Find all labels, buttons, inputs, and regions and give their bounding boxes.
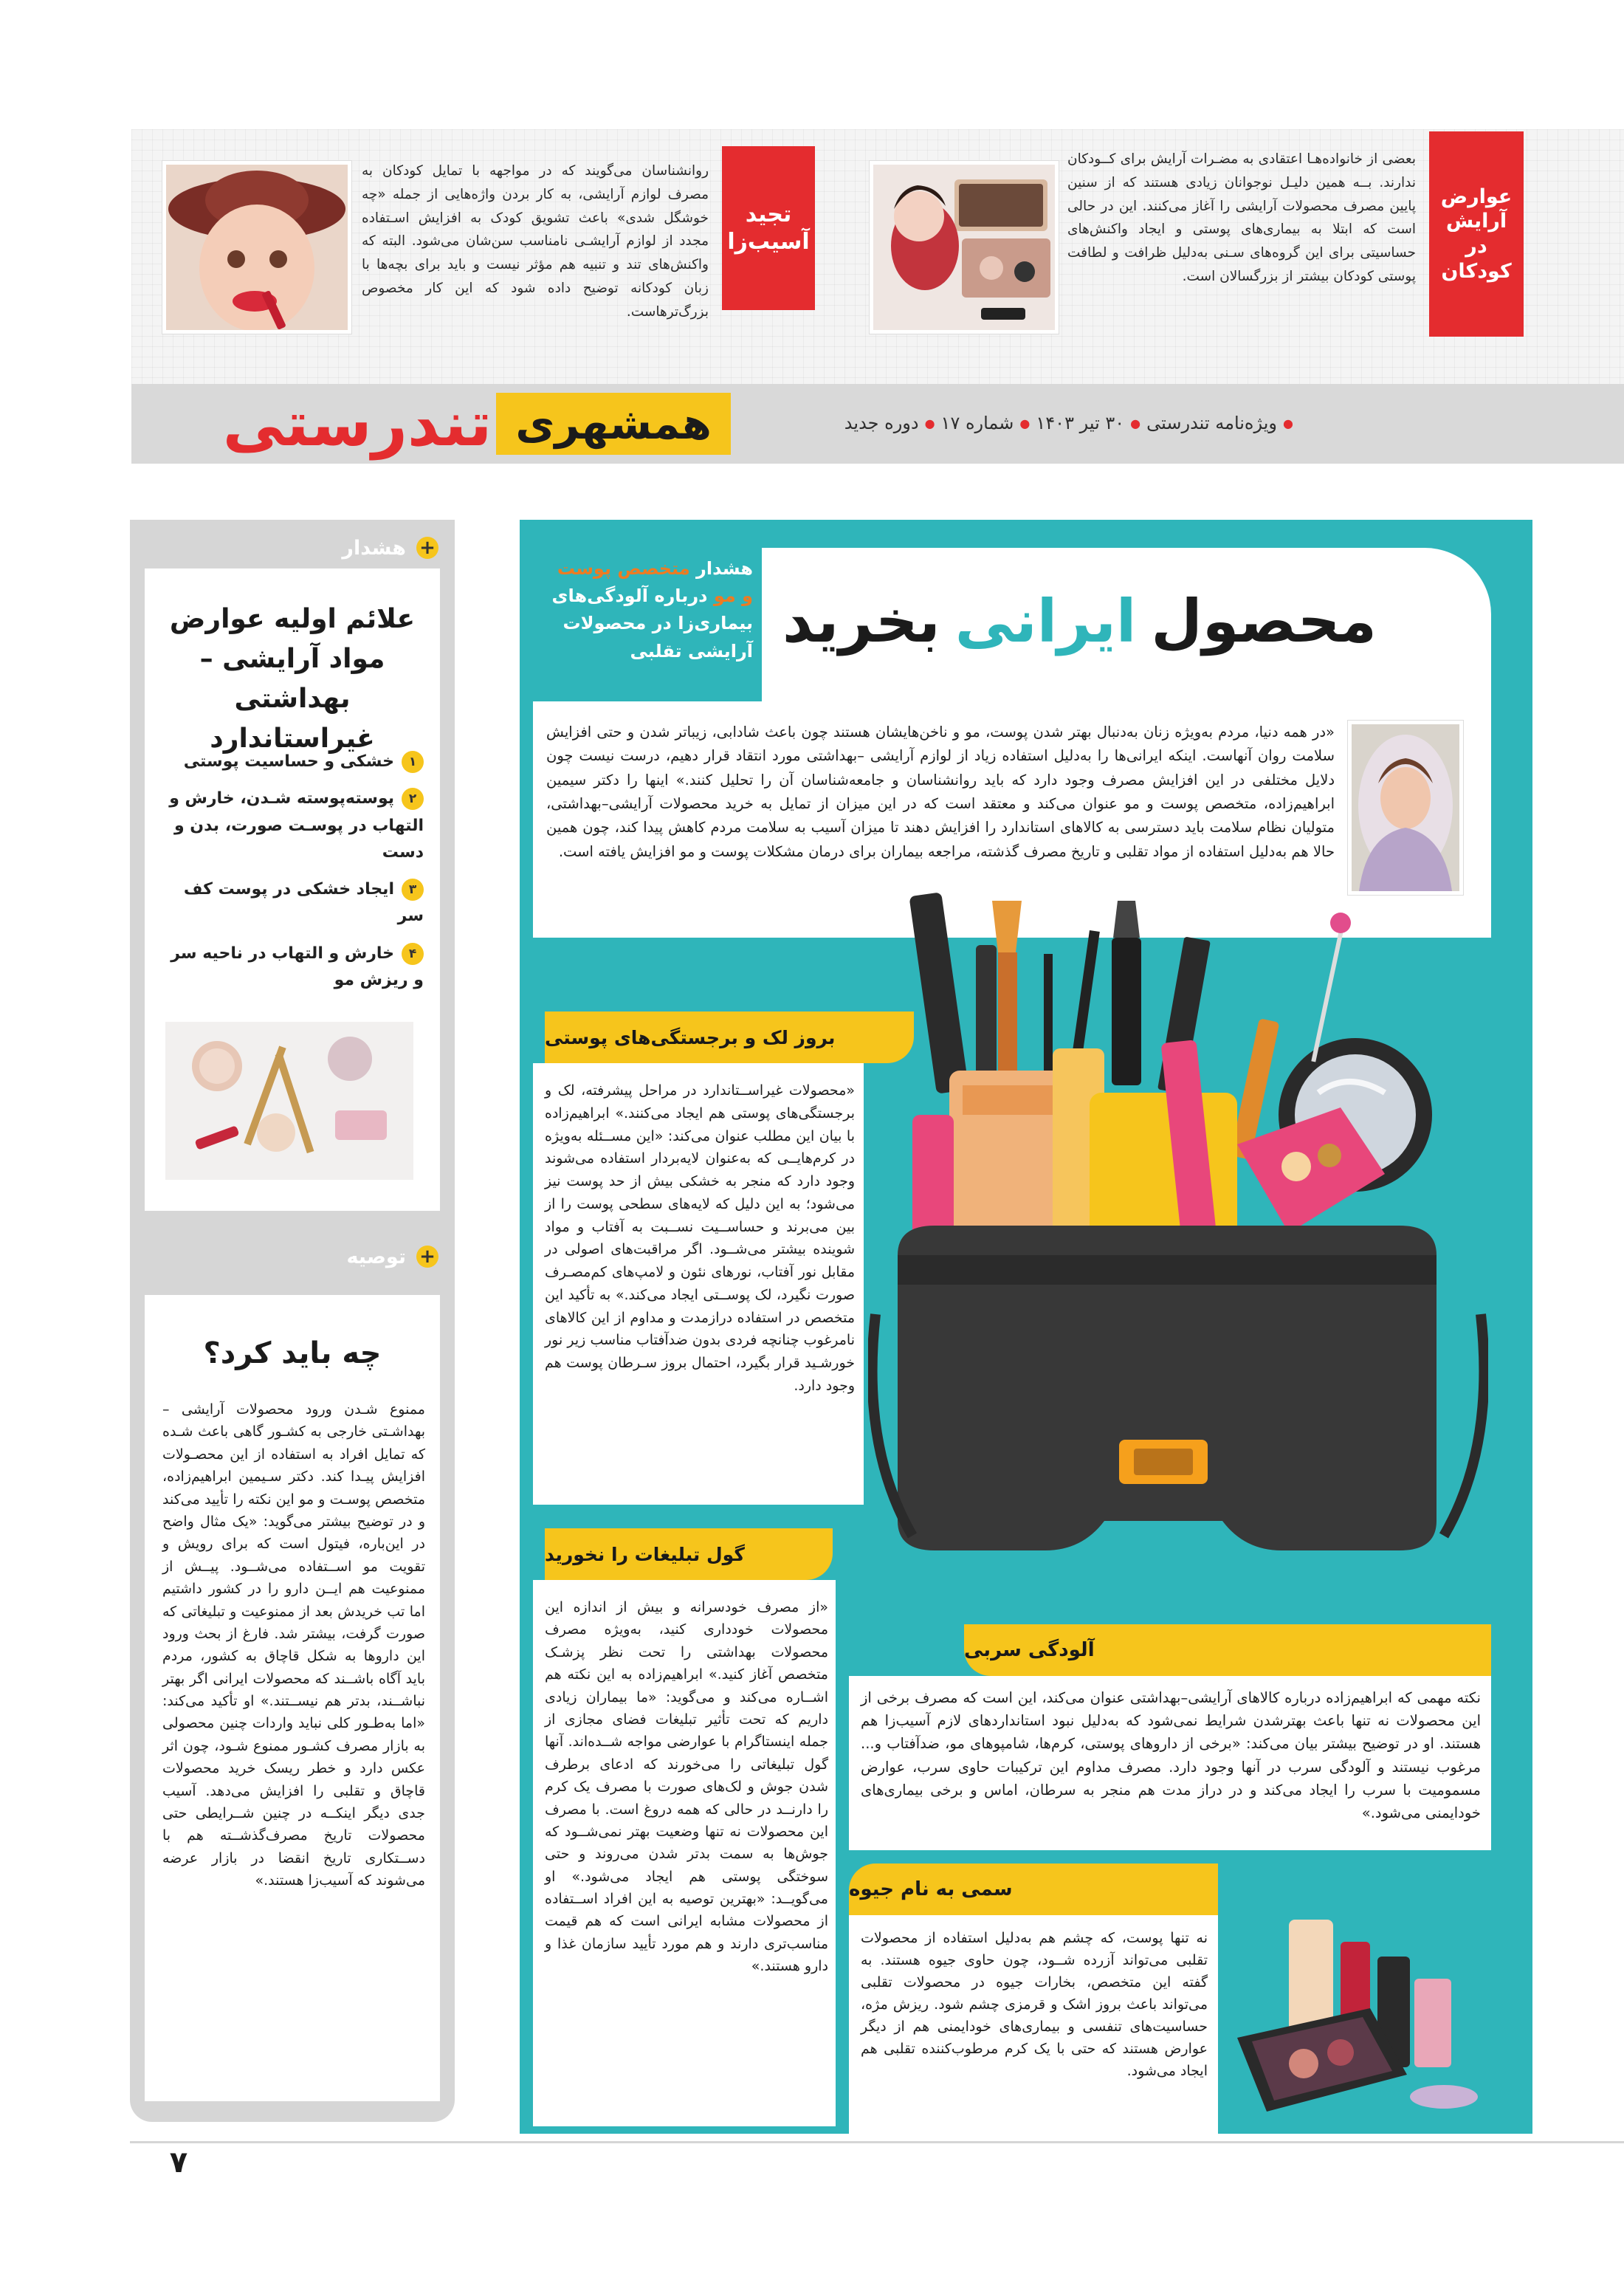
- section-mercury-heading: [849, 1863, 1218, 1915]
- advice-text: ممنوع شـدن ورود محصولات آرایشی –بهداشـتی خارجی به کشـور گاهی باعث شـده که تمایل افراد به استفاده از این محصـولات افزایش پیـدا کند. دکتر سـیمین ابراهیم‌زاده، متخصص پوسـت و مو این نکته را تأیید می‌کند و در توضیح بیشتر می‌گوید: «یک مثال واضح در این‌باره، فیتول است که برای رویش و تقویت مو اســتفاده می‌شــود. پیــش از ممنوعیت هم ایــن دارو را در کشور داشتیم اما تب خریدش بعد از ممنوعیت و تبلیغاتی که صورت گرفت، بیشتر شد. فارغ از بحث ورود این داروها به شکل قاچاق به کشور، مردم باید آگاه باشــند که محصولات ایرانی اگر بهتر نباشــند، بدتر هم نیســتند.» او تأکید می‌کند: «اما به‌طـور کلی نباید واردات چنین محصولی به بازار مصرف کشـور ممنوع شـود، چون اثر عکس دارد و خطر ریسک خرید محصولات قاچاق و تقلبی را افزایش می‌دهد. آسیب جدی دیگر اینکــه در چنین شــرایطی حتی محصولات تاریخ مصرف‌گذشــته هم با دســتکاری تاریخ انقضا در بازار عرضه می‌شوند که آسیب‌زا هستند.»: [162, 1401, 425, 1889]
- issue-info-item-3: شماره ۱۷: [940, 413, 1014, 433]
- warning-label: هشدار: [342, 536, 406, 560]
- logo-brand-box: [496, 393, 731, 455]
- title-word-1: محصول: [1151, 587, 1377, 656]
- makeup-bag-illustration: [868, 871, 1488, 1639]
- section-lead-text: نکته مهمی که ابراهیم‌زاده درباره کالاهای آرایشی–بهداشتی عنوان می‌کند، این است که مصرف برخی از این محصولات نه تنها باعث بهترشدن شرایط نمی‌شود که به‌دلیل نبود استانداردهای لازم آسیب‌زا هم هستند. او در توضیح بیشتر بیان می‌کند: «برخی از داروهای پوستی، کرم‌ها، شامپوهای مو، ضدآفتاب و... مرغوب نیستند و آلودگی سرب در آنها وجود دارد. مصرف مداوم این ترکیبات حاوی سرب، عوارض مسمومیت با سرب را ایجاد می‌کند و در دراز مدت هم منجر به سرطان، اماس و برخی بیماری‌های خودایمنی می‌شود.»: [861, 1689, 1481, 1821]
- warning-item-1: [164, 749, 424, 775]
- advice-label: توصیه: [346, 1245, 406, 1268]
- warning-item-4: [164, 941, 424, 995]
- warning-item-4-text: خارش و التهاب در ناحیه سر و ریزش مو: [171, 944, 424, 990]
- advice-card-header: [130, 1234, 455, 1279]
- teaser-2-text: روانشناسان می‌گویند که در مواجهه با تمایل کودکان به مصرف لوازم آرایشی، به کار بردن واژه‌هایی از جمله «چه خوشگل شدی» باعث تشویق کودک به افزایش اسـتفاده مجدد از لوازم آرایشـی نامناسب سن‌شان می‌شود. البته که واکنش‌های تند و تنبیه هم مؤثر نیست و باید برای بچه‌ها با زبان کودکانه توضیح داده شود که این کار مخصوص بزرگ‌ترهاست.: [362, 163, 709, 320]
- kicker-line-4: آرایشی تقلبی: [630, 640, 753, 662]
- section-acne-heading: [545, 1011, 914, 1063]
- kicker-line-2: [531, 583, 753, 610]
- logo-main-text: تندرستی: [222, 388, 492, 460]
- issue-bullet-icon: ●: [924, 416, 935, 430]
- teaser-1-photo: [870, 161, 1059, 334]
- teaser-2-photo: [162, 161, 351, 334]
- warning-num-2: ۲: [402, 788, 424, 810]
- article-title: [782, 570, 1377, 673]
- section-mercury-text: نه تنها پوست، که چشم هم به‌دلیل استفاده از محصولات تقلبی می‌تواند آزرده شــود، چون حاوی جیوه هستند. به گفته این متخصص، بخارات جیوه در محصولات تقلبی می‌تواند باعث بروز اشک و قرمزی چشم شود. ریزش مژه، حساسیت‌های تنفسی و بیماری‌های خودایمنی هم از دیگر عوارض هستند که حتی با یک کرم مرطوب‌کننده تقلبی هم ایجاد می‌شود.: [861, 1930, 1208, 2080]
- warning-title-line-1: علائم اولیه عوارض: [169, 604, 416, 634]
- warning-item-2: [164, 786, 424, 866]
- warning-num-1: ۱: [402, 751, 424, 773]
- section-ads-heading: [545, 1528, 833, 1580]
- issue-bullet-icon: ●: [1130, 416, 1141, 430]
- eyeshadow-palette-illustration: [1222, 1912, 1488, 2119]
- teaser-2-tab: [722, 146, 815, 310]
- section-lead-title: آلودگی سربی: [964, 1639, 1095, 1661]
- footer-rule: [130, 2141, 1624, 2143]
- issue-bullet-icon: ●: [1283, 416, 1293, 430]
- section-ads-text: «از مصرف خودسرانه و بیش از اندازه این محصولات خودداری کنید، به‌ویژه مصرف محصولات بهداشتی را تحت نظر پزشـک متخصص آغاز کنید.» ابراهیم‌زاده به این نکته هم اشــاره می‌کند و می‌گوید: «ما بیماران زیادی داریم که تحت تأثیر تبلیغات فضای مجازی از جمله اینستاگرام با عوارضی مواجه شــده‌اند. آنها گول تبلیغاتی را می‌خورند که ادعای برطرف شدن جوش و لک‌های صورت با مصرف یک کرم را دارنــد در حالی که همه دروغ است. با مصرف این محصولات نه تنها وضعیت بهتر نمی‌شــود که جوش‌ها به سمت بدتر شدن می‌روند و حتی سوختگی پوستی هم ایجاد می‌شود.» او می‌گویــد: «بهترین توصیه به این افراد اســتفاده از محصولات مشابه ایرانی است که هم قیمت مناسب‌تری دارند و هم مورد تأیید سازمان غذا و دارو هستند.»: [545, 1599, 828, 1975]
- teaser-1-text: بعضی از خانواده‌هـا اعتقادی به مضـرات آرایش برای کــودکان ندارند. بــه همین دلیـل نوجوانان زیادی هستند که از سنین پایین مصرف محصولات آرایشی را آغاز می‌کنند. این در حالی است که ابتلا به بیماری‌های پوستی و ایجاد واکنش‌های حساسیتی برای این گروه‌های سـنی به‌دلیل ظرافت و لطافت پوستی کودکان بیشتر از بزرگسالان است.: [1067, 151, 1416, 285]
- kicker-2-accent: و مو: [713, 585, 753, 607]
- page-number: ۷: [169, 2146, 188, 2179]
- issue-bullet-icon: ●: [1019, 416, 1031, 430]
- author-photo: [1348, 721, 1463, 895]
- section-acne-title: بروز لک و برجستگی‌های پوستی: [545, 1026, 836, 1048]
- warning-item-3-text: ایجاد خشکی در پوست کف سر: [183, 880, 424, 926]
- warning-item-3: [164, 876, 424, 930]
- issue-info: [738, 405, 1293, 442]
- section-lead-heading: [964, 1624, 1491, 1676]
- issue-info-item-2: ۳۰ تیر ۱۴۰۳: [1036, 413, 1125, 433]
- teaser-1-tab: [1429, 131, 1524, 337]
- issue-info-item-1: ویژه‌نامه تندرستی: [1146, 413, 1278, 433]
- advice-title: چه باید کرد؟: [203, 1336, 382, 1370]
- warning-item-2-text: پوسته‌پوسته شـدن، خارش و التهاب در پوسـت صورت، بدن و دست: [169, 789, 424, 862]
- issue-info-item-4: دوره جدید: [844, 413, 919, 433]
- teaser-2-tab-title: تجید آسیب‌زا: [727, 201, 810, 255]
- warning-title: [152, 600, 433, 754]
- title-word-2: بخرید: [782, 587, 940, 656]
- kicker-2-plain: درباره آلودگی‌های: [551, 585, 714, 607]
- kicker-line-3: بیماری‌زا در محصولات: [562, 613, 753, 634]
- doctor-portrait: [1352, 724, 1459, 891]
- warning-title-line-3: بهداشتی غیراستاندارد: [210, 684, 375, 754]
- masthead-logo: [137, 387, 731, 461]
- section-ads-title: گول تبلیغات را نخورید: [545, 1543, 745, 1565]
- warning-card-header: [130, 526, 455, 570]
- plus-icon: +: [416, 1246, 438, 1268]
- warning-list: [164, 749, 424, 1022]
- warning-num-4: ۴: [402, 943, 424, 965]
- logo-brand-text: همشهری: [515, 399, 712, 449]
- warning-num-3: ۳: [402, 879, 424, 901]
- child-makeup-kit-illustration: [873, 165, 1055, 330]
- article-kicker: [531, 555, 753, 695]
- title-word-highlight: ایرانی: [954, 587, 1137, 656]
- girl-lipstick-illustration: [166, 165, 348, 330]
- teaser-1-tab-title: عوارض آرایش در کودکان: [1440, 185, 1513, 283]
- kicker-line-1: [531, 555, 753, 583]
- warning-item-1-text: خشکی و حساسیت پوستی: [183, 752, 394, 771]
- section-mercury-title: سمی به نام جیوه: [849, 1878, 1013, 1900]
- intro-paragraph: «در همه دنیا، مردم به‌ویژه زنان به‌دنبال بهتر شدن پوست، مو و ناخن‌هایشان هستند چون باعث شادابی، زیباتر شدن و حتی افزایش سلامت روان آنهاست. اینکه ایرانی‌ها را به‌دلیل استفاده زیاد از لوازم آرایشی –بهداشتی مورد انتقاد قرار دهیم، درست نیست چون دلایل مختلفی در این افزایش مصرف وجود دارد که باید روانشناسان و جامعه‌شناسان آن را تحلیل کنند.» اینها را دکتر سیمین ابراهیم‌زاده، متخصص پوست و مو عنوان می‌کند و معتقد است که در این میزان از تمایل به خرید محصولات آرایشی–بهداشتی، متولیان نظام سلامت باید دسترسی به کالاهای استاندارد را افزایش دهند تا میزان آسیب به سلامت مردم کاهش پیدا کند، چون همین حالا هم به‌دلیل استفاده از مواد تقلبی و تاریخ مصرف گذشته، مراجعه بیماران برای درمان مشکلات پوست و مو افزایش یافته است.: [546, 724, 1335, 860]
- cosmetics-flatlay-photo: [165, 1022, 413, 1180]
- kicker-1-accent: متخصص پوست: [557, 558, 690, 579]
- section-acne-text: «محصولات غیراســتاندارد در مراحل پیشرفته، لک و برجستگی‌های پوستی هم ایجاد می‌کنند.» ابراهیم‌زاده با بیان این مطلب عنوان می‌کند: «این مســئله به‌ویژه در کرم‌هایــی که به‌عنوان لایه‌بردار استفاده می‌شوند وجود دارد که منجر به خشکی بیش از حد پوست نیز می‌شود؛ به این دلیل که لایه‌های سطحی پوست را از بین می‌برند و حساســیت نســبت به آفتاب و مواد شوینده بیشتر می‌شــود. اگر مراقبت‌های اصولی در مقابل نور آفتاب، نورهای نئون و لامپ‌های کم‌مصـرف صورت نگیرد، لک پوســتی ایجاد می‌کند.» به تأکید این متخصص در استفاده درازمدت و مداوم از این کالاهای نامرغوب چنانچه فردی بدون ضدآفتاب مناسب زیر نور خورشـید قرار بگیرد، احتمال بروز سـرطان پوست هم وجود دارد.: [545, 1082, 855, 1394]
- kicker-1-plain: هشدار: [689, 558, 753, 579]
- plus-icon: +: [416, 537, 438, 559]
- warning-title-line-2: مواد آرایشی –: [199, 644, 385, 674]
